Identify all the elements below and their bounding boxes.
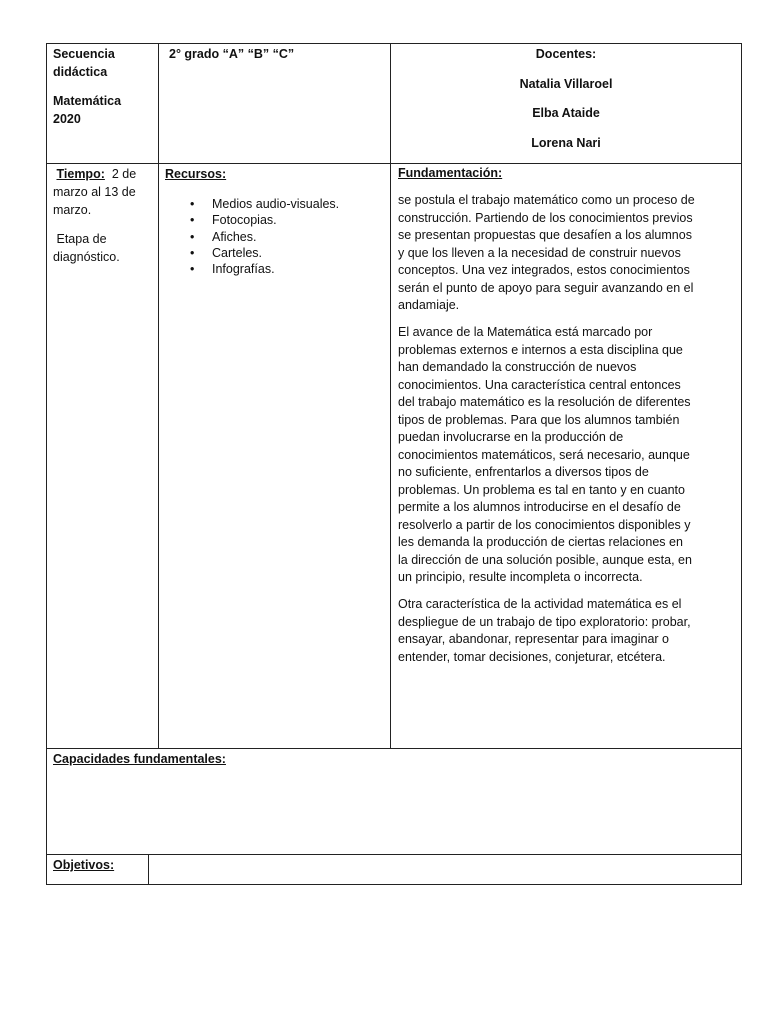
materia-title: Matemática 2020: [53, 94, 122, 126]
fundamentacion-cell: [391, 164, 741, 748]
tiempo-label: Tiempo:: [56, 167, 105, 181]
objetivos-label-cell: [47, 855, 149, 884]
fundamentacion-label: Fundamentación:: [398, 166, 503, 180]
recursos-label: Recursos:: [165, 167, 227, 181]
title-cell: [47, 44, 159, 163]
list-item: • Afiches.: [212, 229, 384, 245]
objetivos-row: [46, 854, 742, 885]
list-item: • Medios audio-visuales.: [212, 196, 384, 212]
objetivos-label: Objetivos:: [53, 858, 115, 872]
capacidades-row: [46, 748, 742, 854]
list-item: • Carteles.: [212, 245, 384, 261]
paragraph: El avance de la Matemática está marcado por problemas externos e internos a esta disciplina que han demandado la construcción de nuevos conocimientos. Una característica central entonces del trabajo matemático es la resolución de diferentes tipos de problemas. Para que los alumnos también puedan involucrarse en la producción de conocimientos matemáticos, será necesario, aunque no suficiente, enfrentarlos a diversos tipos de problemas. Un problema es tal en tanto y en cuanto permite a los alumnos introducirse en el desafío de resolverlo a partir de los conocimientos disponibles y les demanda la producción de ciertas relaciones en la dirección de una solución posible, aunque esta, en un principio, resulte incompleta o incorrecta.: [398, 325, 692, 584]
grade-text: 2° grado “A” “B” “C”: [169, 47, 295, 61]
grade-cell: [159, 44, 391, 163]
content-row: [46, 163, 742, 748]
paragraph: Otra característica de la actividad matemática es el despliegue de un trabajo de tipo exploratorio: probar, ensayar, abandonar, representar para imaginar o entender, tomar decisiones, conjeturar, etcétera.: [398, 597, 691, 664]
tiempo-text: Tiempo: 2 de marzo al 13 de marzo.: [53, 167, 137, 217]
list-item: • Infografías.: [212, 261, 384, 277]
recursos-cell: [159, 164, 391, 748]
sequence-table: [46, 43, 742, 885]
recursos-list: [165, 196, 384, 277]
capacidades-label: Capacidades fundamentales:: [53, 752, 226, 766]
secuencia-title: Secuencia didáctica: [53, 47, 115, 79]
docente-name: Natalia Villaroel: [519, 76, 613, 91]
capacidades-cell: [47, 749, 741, 854]
docente-name: Elba Ataide: [532, 106, 600, 120]
docentes-cell: [391, 44, 741, 163]
tiempo-cell: [47, 164, 159, 748]
paragraph: se postula el trabajo matemático como un proceso de construcción. Partiendo de los conocimientos previos se presentan propuestas que desafíen a los alumnos y que los lleven a la necesidad de construir nuevos conceptos. Una vez integrados, estos conocimientos serán el punto de apoyo para seguir avanzando en el andamiaje.: [398, 193, 695, 312]
header-row: [46, 43, 742, 163]
list-item: • Fotocopias.: [212, 212, 384, 228]
docentes-title: Docentes:: [535, 47, 597, 61]
docente-name: Lorena Nari: [531, 135, 601, 150]
etapa-text: Etapa de diagnóstico.: [53, 232, 120, 264]
objetivos-content-cell: [149, 855, 741, 884]
